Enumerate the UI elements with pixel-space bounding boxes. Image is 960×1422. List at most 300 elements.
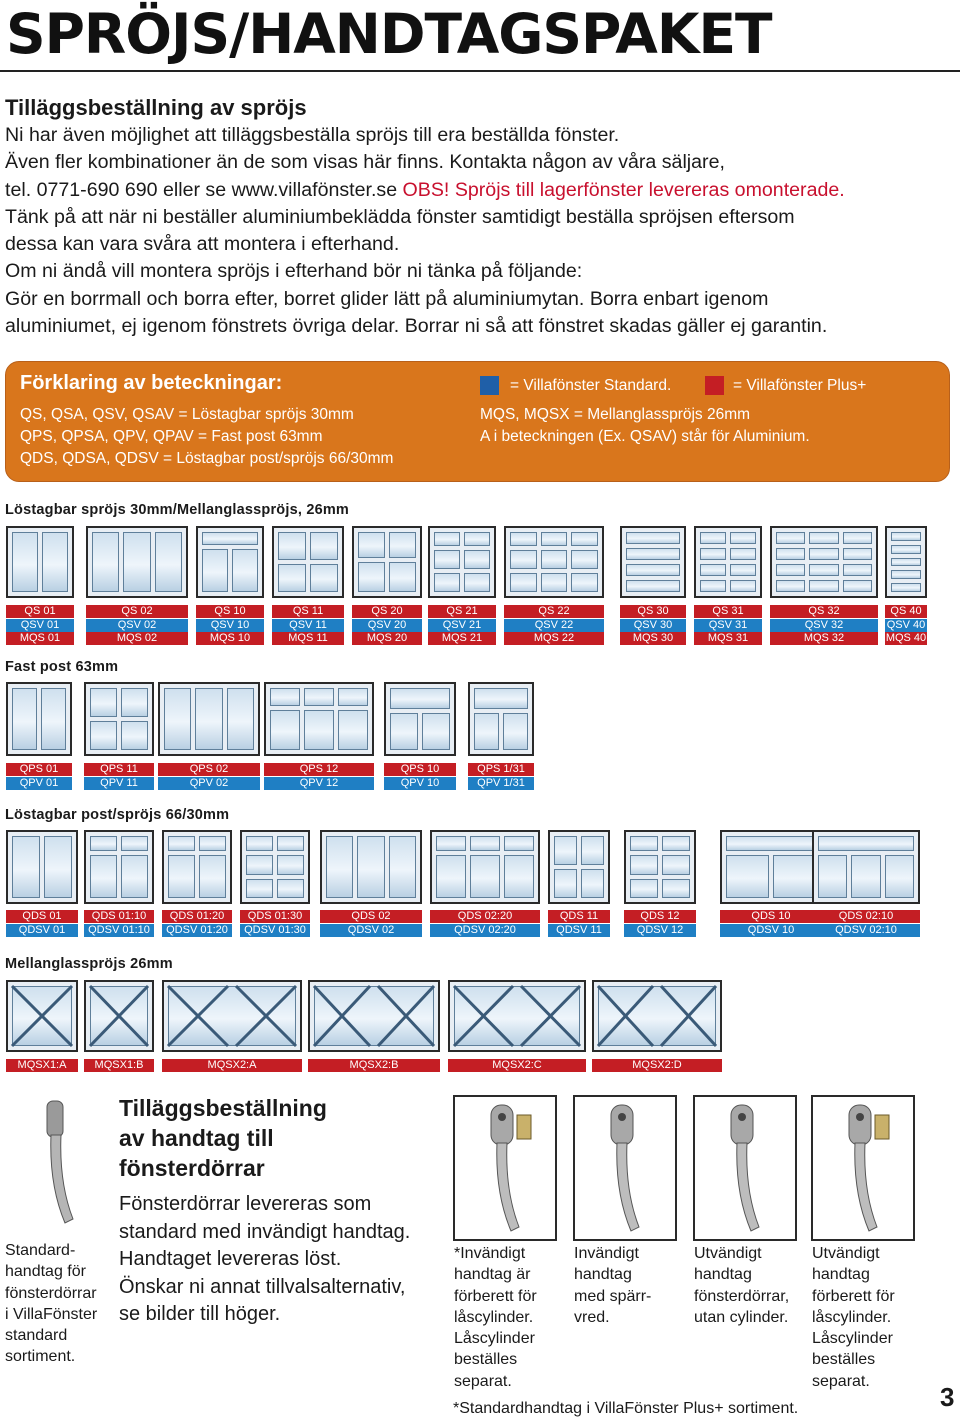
glass-pane bbox=[474, 713, 499, 750]
legend-qs: QS, QSA, QSV, QSAV = Löstagbar spröjs 30mm bbox=[20, 406, 354, 423]
glass-pane bbox=[12, 532, 38, 592]
product-code-label: MQS 31 bbox=[694, 632, 762, 645]
product-code-label: QDS 12 bbox=[624, 910, 696, 923]
glass-pane bbox=[12, 836, 40, 898]
product-code-label: QS 02 bbox=[86, 605, 188, 618]
window-diagram bbox=[6, 980, 78, 1052]
glass-pane bbox=[434, 532, 460, 546]
glass-pane bbox=[809, 548, 838, 560]
handle-photo bbox=[453, 1095, 557, 1241]
window-diagram bbox=[352, 526, 422, 598]
product-code-label: QDSV 10 bbox=[720, 924, 822, 937]
window-diagram bbox=[720, 830, 822, 904]
intro-line bbox=[5, 177, 955, 204]
glass-pane bbox=[809, 564, 838, 576]
section-heading: Fast post 63mm bbox=[5, 659, 119, 675]
product-code-label: QDS 10 bbox=[720, 910, 822, 923]
product-code-label: MQS 20 bbox=[352, 632, 422, 645]
window-diagram bbox=[468, 682, 534, 756]
glass-pane bbox=[121, 855, 148, 898]
legend-aluminium: A i beteckningen (Ex. QSAV) står för Aluminium. bbox=[480, 428, 810, 445]
product-code-label: QPS 01 bbox=[6, 763, 72, 776]
glass-pane bbox=[630, 879, 658, 899]
glass-pane bbox=[389, 532, 416, 558]
glass-pane bbox=[464, 550, 490, 569]
window-diagram bbox=[694, 526, 762, 598]
window-diagram bbox=[6, 830, 78, 904]
caption-line: förberett för bbox=[812, 1287, 895, 1305]
glass-pane bbox=[773, 855, 816, 898]
intro-line: Även fler kombinationer än de som visas här finns. Kontakta någon av våra säljare, bbox=[5, 151, 725, 174]
glass-pane bbox=[310, 532, 338, 560]
product-code-label: QPS 1/31 bbox=[468, 763, 534, 776]
muntin-cross bbox=[86, 982, 152, 1050]
glass-pane bbox=[581, 869, 604, 898]
glass-pane bbox=[891, 583, 921, 592]
glass-pane bbox=[195, 688, 222, 750]
glass-pane bbox=[338, 710, 368, 750]
product-code-label: QDSV 01:10 bbox=[84, 924, 154, 937]
glass-pane bbox=[700, 564, 726, 576]
window-diagram bbox=[84, 830, 154, 904]
muntin-cross bbox=[8, 982, 76, 1050]
glass-pane bbox=[776, 564, 805, 576]
glass-pane bbox=[891, 532, 921, 541]
glass-pane bbox=[44, 836, 72, 898]
handles-text-line: Önskar ni annat tillvalsalternativ, bbox=[119, 1275, 406, 1298]
window-diagram bbox=[86, 526, 188, 598]
glass-pane bbox=[246, 879, 273, 899]
product-code-label: QDS 02:20 bbox=[430, 910, 540, 923]
handles-heading-line: av handtag till bbox=[119, 1125, 274, 1151]
section-heading: Löstagbar spröjs 30mm/Mellanglasspröjs, 26mm bbox=[5, 502, 350, 518]
product-code-label: MQSX2:A bbox=[162, 1059, 302, 1072]
product-code-label: QDS 01:30 bbox=[240, 910, 310, 923]
caption-line: handtag bbox=[574, 1266, 632, 1284]
caption-line: handtag bbox=[812, 1266, 870, 1284]
glass-pane bbox=[277, 879, 304, 899]
caption-line: Utvändigt bbox=[812, 1245, 880, 1262]
legend-qds: QDS, QDSA, QDSV = Löstagbar post/spröjs 66/30mm bbox=[20, 450, 394, 467]
glass-pane bbox=[199, 855, 226, 898]
intro-line: Ni har även möjlighet att tilläggsbeställa spröjs till era beställda fönster. bbox=[5, 124, 620, 146]
intro-line: Om ni ändå vill montera spröjs i efterhand bör ni tänka på följande: bbox=[5, 260, 583, 283]
handle-caption bbox=[454, 1243, 537, 1392]
glass-pane bbox=[843, 548, 872, 560]
intro-line: aluminiumet, ej igenom fönstrets övriga delar. Borrar ni så att fönstret skadas gäller ej garantin. bbox=[5, 315, 828, 338]
glass-pane bbox=[510, 550, 537, 569]
glass-pane bbox=[123, 532, 150, 592]
glass-pane bbox=[422, 713, 450, 750]
legend-mqs: MQS, MQSX = Mellanglasspröjs 26mm bbox=[480, 406, 751, 423]
intro-block bbox=[5, 94, 955, 340]
glass-pane bbox=[168, 855, 195, 898]
glass-pane bbox=[304, 688, 334, 706]
caption-line: beställes bbox=[812, 1351, 876, 1369]
legend-standard: = Villafönster Standard. bbox=[510, 377, 672, 394]
glass-pane bbox=[571, 573, 598, 592]
glass-pane bbox=[541, 550, 568, 569]
glass-pane bbox=[90, 688, 117, 717]
glass-pane bbox=[662, 836, 690, 851]
product-code-label: QDS 02 bbox=[320, 910, 422, 923]
glass-pane bbox=[390, 688, 450, 709]
glass-pane bbox=[227, 688, 254, 750]
caption-line: Låscylinder bbox=[812, 1330, 893, 1348]
handles-text-line: Fönsterdörrar levereras som bbox=[119, 1193, 372, 1215]
plus-swatch bbox=[705, 376, 724, 395]
product-code-label: MQS 22 bbox=[504, 632, 604, 645]
product-code-label: QSV 21 bbox=[428, 619, 496, 632]
caption-line: Invändigt bbox=[574, 1245, 639, 1262]
product-code-label: QS 11 bbox=[272, 605, 344, 618]
glass-pane bbox=[434, 573, 460, 592]
glass-pane bbox=[41, 688, 66, 750]
handles-text-line: Handtaget levereras löst. bbox=[119, 1248, 342, 1270]
window-diagram bbox=[6, 526, 74, 598]
glass-pane bbox=[809, 580, 838, 592]
glass-pane bbox=[390, 713, 418, 750]
product-code-label: QPS 02 bbox=[158, 763, 260, 776]
window-diagram bbox=[384, 682, 456, 756]
handles-heading-line: Tilläggsbeställning bbox=[119, 1095, 327, 1121]
handle-icon bbox=[5, 1095, 105, 1233]
glass-pane bbox=[434, 550, 460, 569]
product-code-label: MQSX2:C bbox=[448, 1059, 586, 1072]
window-diagram bbox=[548, 830, 610, 904]
window-diagram bbox=[770, 526, 878, 598]
intro-line: Gör en borrmall och borra efter, borret glider lätt på aluminiumytan. Borra enbart igenom bbox=[5, 287, 769, 310]
caption-line: låscylinder. bbox=[812, 1308, 892, 1326]
section-heading: Mellanglasspröjs 26mm bbox=[5, 956, 173, 972]
product-code-label: QDSV 02:20 bbox=[430, 924, 540, 937]
product-code-label: QPV 10 bbox=[384, 777, 456, 790]
window-diagram bbox=[885, 526, 927, 598]
glass-pane bbox=[700, 580, 726, 592]
window-diagram bbox=[448, 980, 586, 1052]
product-code-label: MQS 11 bbox=[272, 632, 344, 645]
muntin-cross bbox=[310, 982, 438, 1050]
product-code-label: MQSX2:B bbox=[308, 1059, 440, 1072]
title-rule bbox=[0, 70, 960, 72]
caption-line: standard bbox=[5, 1327, 68, 1345]
product-code-label: QSV 30 bbox=[620, 619, 686, 632]
glass-pane bbox=[474, 688, 528, 709]
glass-pane bbox=[310, 564, 338, 592]
product-code-label: QDSV 12 bbox=[624, 924, 696, 937]
handles-text-line: standard med invändigt handtag. bbox=[119, 1220, 411, 1243]
glass-pane bbox=[277, 855, 304, 875]
product-code-label: QSV 11 bbox=[272, 619, 344, 632]
window-diagram bbox=[162, 980, 302, 1052]
glass-pane bbox=[232, 549, 258, 592]
glass-pane bbox=[436, 855, 466, 898]
window-diagram bbox=[158, 682, 260, 756]
product-code-label: QS 32 bbox=[770, 605, 878, 618]
product-code-label: QPS 12 bbox=[264, 763, 374, 776]
glass-pane bbox=[504, 836, 534, 851]
product-code-label: QSV 40 bbox=[886, 618, 926, 631]
standard-handle-photo bbox=[5, 1095, 105, 1233]
window-diagram bbox=[320, 830, 422, 904]
glass-pane bbox=[470, 836, 500, 851]
glass-pane bbox=[326, 836, 353, 898]
glass-pane bbox=[304, 710, 334, 750]
window-diagram bbox=[162, 830, 232, 904]
contact-text: tel. 0771-690 690 eller se www.villafönster.se bbox=[5, 178, 403, 201]
handle-icon bbox=[813, 1097, 913, 1239]
caption-line: vred. bbox=[574, 1308, 610, 1326]
glass-pane bbox=[121, 721, 148, 750]
product-code-label: QPS 11 bbox=[84, 763, 154, 776]
glass-pane bbox=[155, 532, 182, 592]
glass-pane bbox=[277, 836, 304, 851]
product-code-label: QS 21 bbox=[428, 605, 496, 618]
glass-pane bbox=[510, 532, 537, 546]
window-diagram bbox=[504, 526, 604, 598]
glass-pane bbox=[554, 869, 577, 898]
glass-pane bbox=[891, 570, 921, 579]
window-diagram bbox=[84, 980, 154, 1052]
caption-line: utan cylinder. bbox=[694, 1308, 789, 1326]
product-code-label: QSV 31 bbox=[694, 619, 762, 632]
glass-pane bbox=[885, 855, 914, 898]
window-diagram bbox=[430, 830, 540, 904]
product-code-label: QDSV 02 bbox=[320, 924, 422, 937]
glass-pane bbox=[776, 580, 805, 592]
legend-plus: = Villafönster Plus+ bbox=[733, 377, 867, 394]
glass-pane bbox=[12, 688, 37, 750]
glass-pane bbox=[199, 836, 226, 851]
handle-photo bbox=[573, 1095, 677, 1241]
window-diagram bbox=[84, 682, 154, 756]
product-code-label: QDSV 02:10 bbox=[812, 924, 920, 937]
glass-pane bbox=[809, 532, 838, 544]
product-code-label: QSV 10 bbox=[196, 619, 264, 632]
glass-pane bbox=[270, 710, 300, 750]
glass-pane bbox=[541, 573, 568, 592]
handle-photo bbox=[811, 1095, 915, 1241]
caption-line: handtag är bbox=[454, 1266, 531, 1284]
page-title: SPRÖJS/HANDTAGSPAKET bbox=[6, 2, 772, 66]
glass-pane bbox=[730, 548, 756, 560]
glass-pane bbox=[776, 532, 805, 544]
glass-pane bbox=[730, 532, 756, 544]
product-code-label: QS 22 bbox=[504, 605, 604, 618]
glass-pane bbox=[90, 855, 117, 898]
window-diagram bbox=[6, 682, 72, 756]
glass-pane bbox=[270, 688, 300, 706]
product-code-label: QDS 01:10 bbox=[84, 910, 154, 923]
product-code-label: QS 01 bbox=[6, 605, 74, 618]
muntin-cross bbox=[594, 982, 720, 1050]
glass-pane bbox=[92, 532, 119, 592]
product-code-label: QSV 01 bbox=[6, 619, 74, 632]
handle-photo bbox=[693, 1095, 797, 1241]
window-diagram bbox=[428, 526, 496, 598]
window-diagram bbox=[196, 526, 264, 598]
product-code-label: MQS 10 bbox=[196, 632, 264, 645]
glass-pane bbox=[541, 532, 568, 546]
product-code-label: QDS 01 bbox=[6, 910, 78, 923]
glass-pane bbox=[470, 855, 500, 898]
caption-line: sortiment. bbox=[5, 1348, 76, 1366]
product-code-label: QDS 01:20 bbox=[162, 910, 232, 923]
product-code-label: MQS 32 bbox=[770, 632, 878, 645]
product-code-label: QS 30 bbox=[620, 605, 686, 618]
glass-pane bbox=[630, 836, 658, 851]
glass-pane bbox=[202, 549, 228, 592]
product-code-label: MQSX1:B bbox=[84, 1059, 154, 1072]
glass-pane bbox=[464, 532, 490, 546]
handles-footnote: *Standardhandtag i VillaFönster Plus+ sortiment. bbox=[453, 1400, 799, 1417]
handle-icon bbox=[695, 1097, 795, 1239]
window-diagram bbox=[240, 830, 310, 904]
muntin-cross bbox=[164, 982, 300, 1050]
glass-pane bbox=[510, 573, 537, 592]
caption-line: Standard- bbox=[5, 1242, 76, 1259]
glass-pane bbox=[843, 564, 872, 576]
caption-line: beställes bbox=[454, 1351, 518, 1369]
product-code-label: QPV 11 bbox=[84, 777, 154, 790]
caption-line: i VillaFönster bbox=[5, 1305, 98, 1323]
glass-pane bbox=[503, 713, 528, 750]
glass-pane bbox=[464, 573, 490, 592]
intro-heading: Tilläggsbeställning av spröjs bbox=[5, 95, 307, 120]
caption-line: fönsterdörrar bbox=[5, 1284, 97, 1302]
glass-pane bbox=[338, 688, 368, 706]
glass-pane bbox=[626, 548, 680, 560]
caption-line: Utvändigt bbox=[694, 1245, 762, 1262]
glass-pane bbox=[571, 532, 598, 546]
glass-pane bbox=[626, 580, 680, 592]
glass-pane bbox=[389, 562, 416, 592]
handle-caption bbox=[694, 1243, 789, 1328]
glass-pane bbox=[246, 836, 273, 851]
glass-pane bbox=[626, 564, 680, 576]
glass-pane bbox=[630, 855, 658, 875]
product-code-label: QDS 11 bbox=[548, 910, 610, 923]
product-code-label: MQS 30 bbox=[620, 632, 686, 645]
product-code-label: QPV 01 bbox=[6, 777, 72, 790]
muntin-cross bbox=[450, 982, 584, 1050]
product-code-label: MQSX2:D bbox=[592, 1059, 722, 1072]
glass-pane bbox=[776, 548, 805, 560]
caption-line: med spärr- bbox=[574, 1287, 652, 1305]
section-heading: Löstagbar post/spröjs 66/30mm bbox=[5, 807, 230, 823]
product-code-label: QSV 32 bbox=[770, 619, 878, 632]
glass-pane bbox=[662, 855, 690, 875]
product-code-label: QS 10 bbox=[196, 605, 264, 618]
glass-pane bbox=[504, 855, 534, 898]
window-diagram bbox=[624, 830, 696, 904]
glass-pane bbox=[90, 836, 117, 851]
glass-pane bbox=[357, 836, 384, 898]
glass-pane bbox=[891, 558, 921, 567]
glass-pane bbox=[278, 532, 306, 560]
handles-heading bbox=[119, 1093, 439, 1183]
product-code-label: QDSV 01 bbox=[6, 924, 78, 937]
obs-note: OBS! Spröjs till lagerfönster levereras omonterade. bbox=[402, 178, 845, 201]
window-diagram bbox=[272, 526, 344, 598]
glass-pane bbox=[843, 580, 872, 592]
caption-line: fönsterdörrar, bbox=[694, 1287, 790, 1305]
caption-line: förberett för bbox=[454, 1287, 537, 1305]
handles-heading-line: fönsterdörrar bbox=[119, 1155, 265, 1181]
glass-pane bbox=[662, 879, 690, 899]
glass-pane bbox=[436, 836, 466, 851]
caption-line: separat. bbox=[812, 1372, 870, 1390]
glass-pane bbox=[168, 836, 195, 851]
caption-line: handtag för bbox=[5, 1263, 86, 1281]
glass-pane bbox=[851, 855, 880, 898]
glass-pane bbox=[389, 836, 416, 898]
glass-pane bbox=[581, 836, 604, 865]
glass-pane bbox=[700, 532, 726, 544]
glass-pane bbox=[730, 580, 756, 592]
standard-swatch bbox=[480, 376, 499, 395]
handle-icon bbox=[455, 1097, 555, 1239]
caption-line: Låscylinder bbox=[454, 1330, 535, 1348]
window-diagram bbox=[620, 526, 686, 598]
glass-pane bbox=[571, 550, 598, 569]
handles-text bbox=[119, 1191, 449, 1329]
product-code-label: QDSV 11 bbox=[548, 924, 610, 937]
window-diagram bbox=[592, 980, 722, 1052]
window-diagram bbox=[812, 830, 920, 904]
window-diagram bbox=[308, 980, 440, 1052]
product-code-label: MQS 21 bbox=[428, 632, 496, 645]
glass-pane bbox=[818, 836, 914, 851]
product-code-label: QPV 12 bbox=[264, 777, 374, 790]
glass-pane bbox=[164, 688, 191, 750]
product-code-label: MQSX1:A bbox=[6, 1059, 78, 1072]
glass-pane bbox=[246, 855, 273, 875]
product-code-label: MQS 01 bbox=[6, 632, 74, 645]
glass-pane bbox=[843, 532, 872, 544]
product-code-label: QSV 20 bbox=[352, 619, 422, 632]
product-code-label: MQS 40 bbox=[885, 632, 927, 644]
glass-pane bbox=[726, 855, 769, 898]
legend-box bbox=[5, 361, 950, 482]
product-code-label: QPV 02 bbox=[158, 777, 260, 790]
product-code-label: QPV 1/31 bbox=[468, 777, 534, 790]
page-number: 3 bbox=[940, 1382, 955, 1412]
product-code-label: QS 40 bbox=[885, 605, 927, 618]
caption-line: separat. bbox=[454, 1372, 512, 1390]
caption-line: *Invändigt bbox=[454, 1245, 526, 1262]
glass-pane bbox=[730, 564, 756, 576]
glass-pane bbox=[121, 688, 148, 717]
window-diagram bbox=[264, 682, 374, 756]
glass-pane bbox=[202, 532, 258, 545]
product-code-label: QS 20 bbox=[352, 605, 422, 618]
handles-text-line: se bilder till höger. bbox=[119, 1303, 281, 1325]
product-code-label: QSV 22 bbox=[504, 619, 604, 632]
glass-pane bbox=[626, 532, 680, 544]
product-code-label: QSV 02 bbox=[86, 619, 188, 632]
caption-line: låscylinder. bbox=[454, 1308, 534, 1326]
product-code-label: QS 31 bbox=[694, 605, 762, 618]
glass-pane bbox=[278, 564, 306, 592]
handle-caption bbox=[574, 1243, 651, 1328]
glass-pane bbox=[726, 836, 816, 851]
product-code-label: QDSV 01:30 bbox=[240, 924, 310, 937]
legend-title: Förklaring av beteckningar: bbox=[20, 372, 283, 394]
product-code-label: QDS 02:10 bbox=[812, 910, 920, 923]
intro-line: dessa kan vara svåra att montera i efterhand. bbox=[5, 233, 400, 256]
glass-pane bbox=[42, 532, 68, 592]
